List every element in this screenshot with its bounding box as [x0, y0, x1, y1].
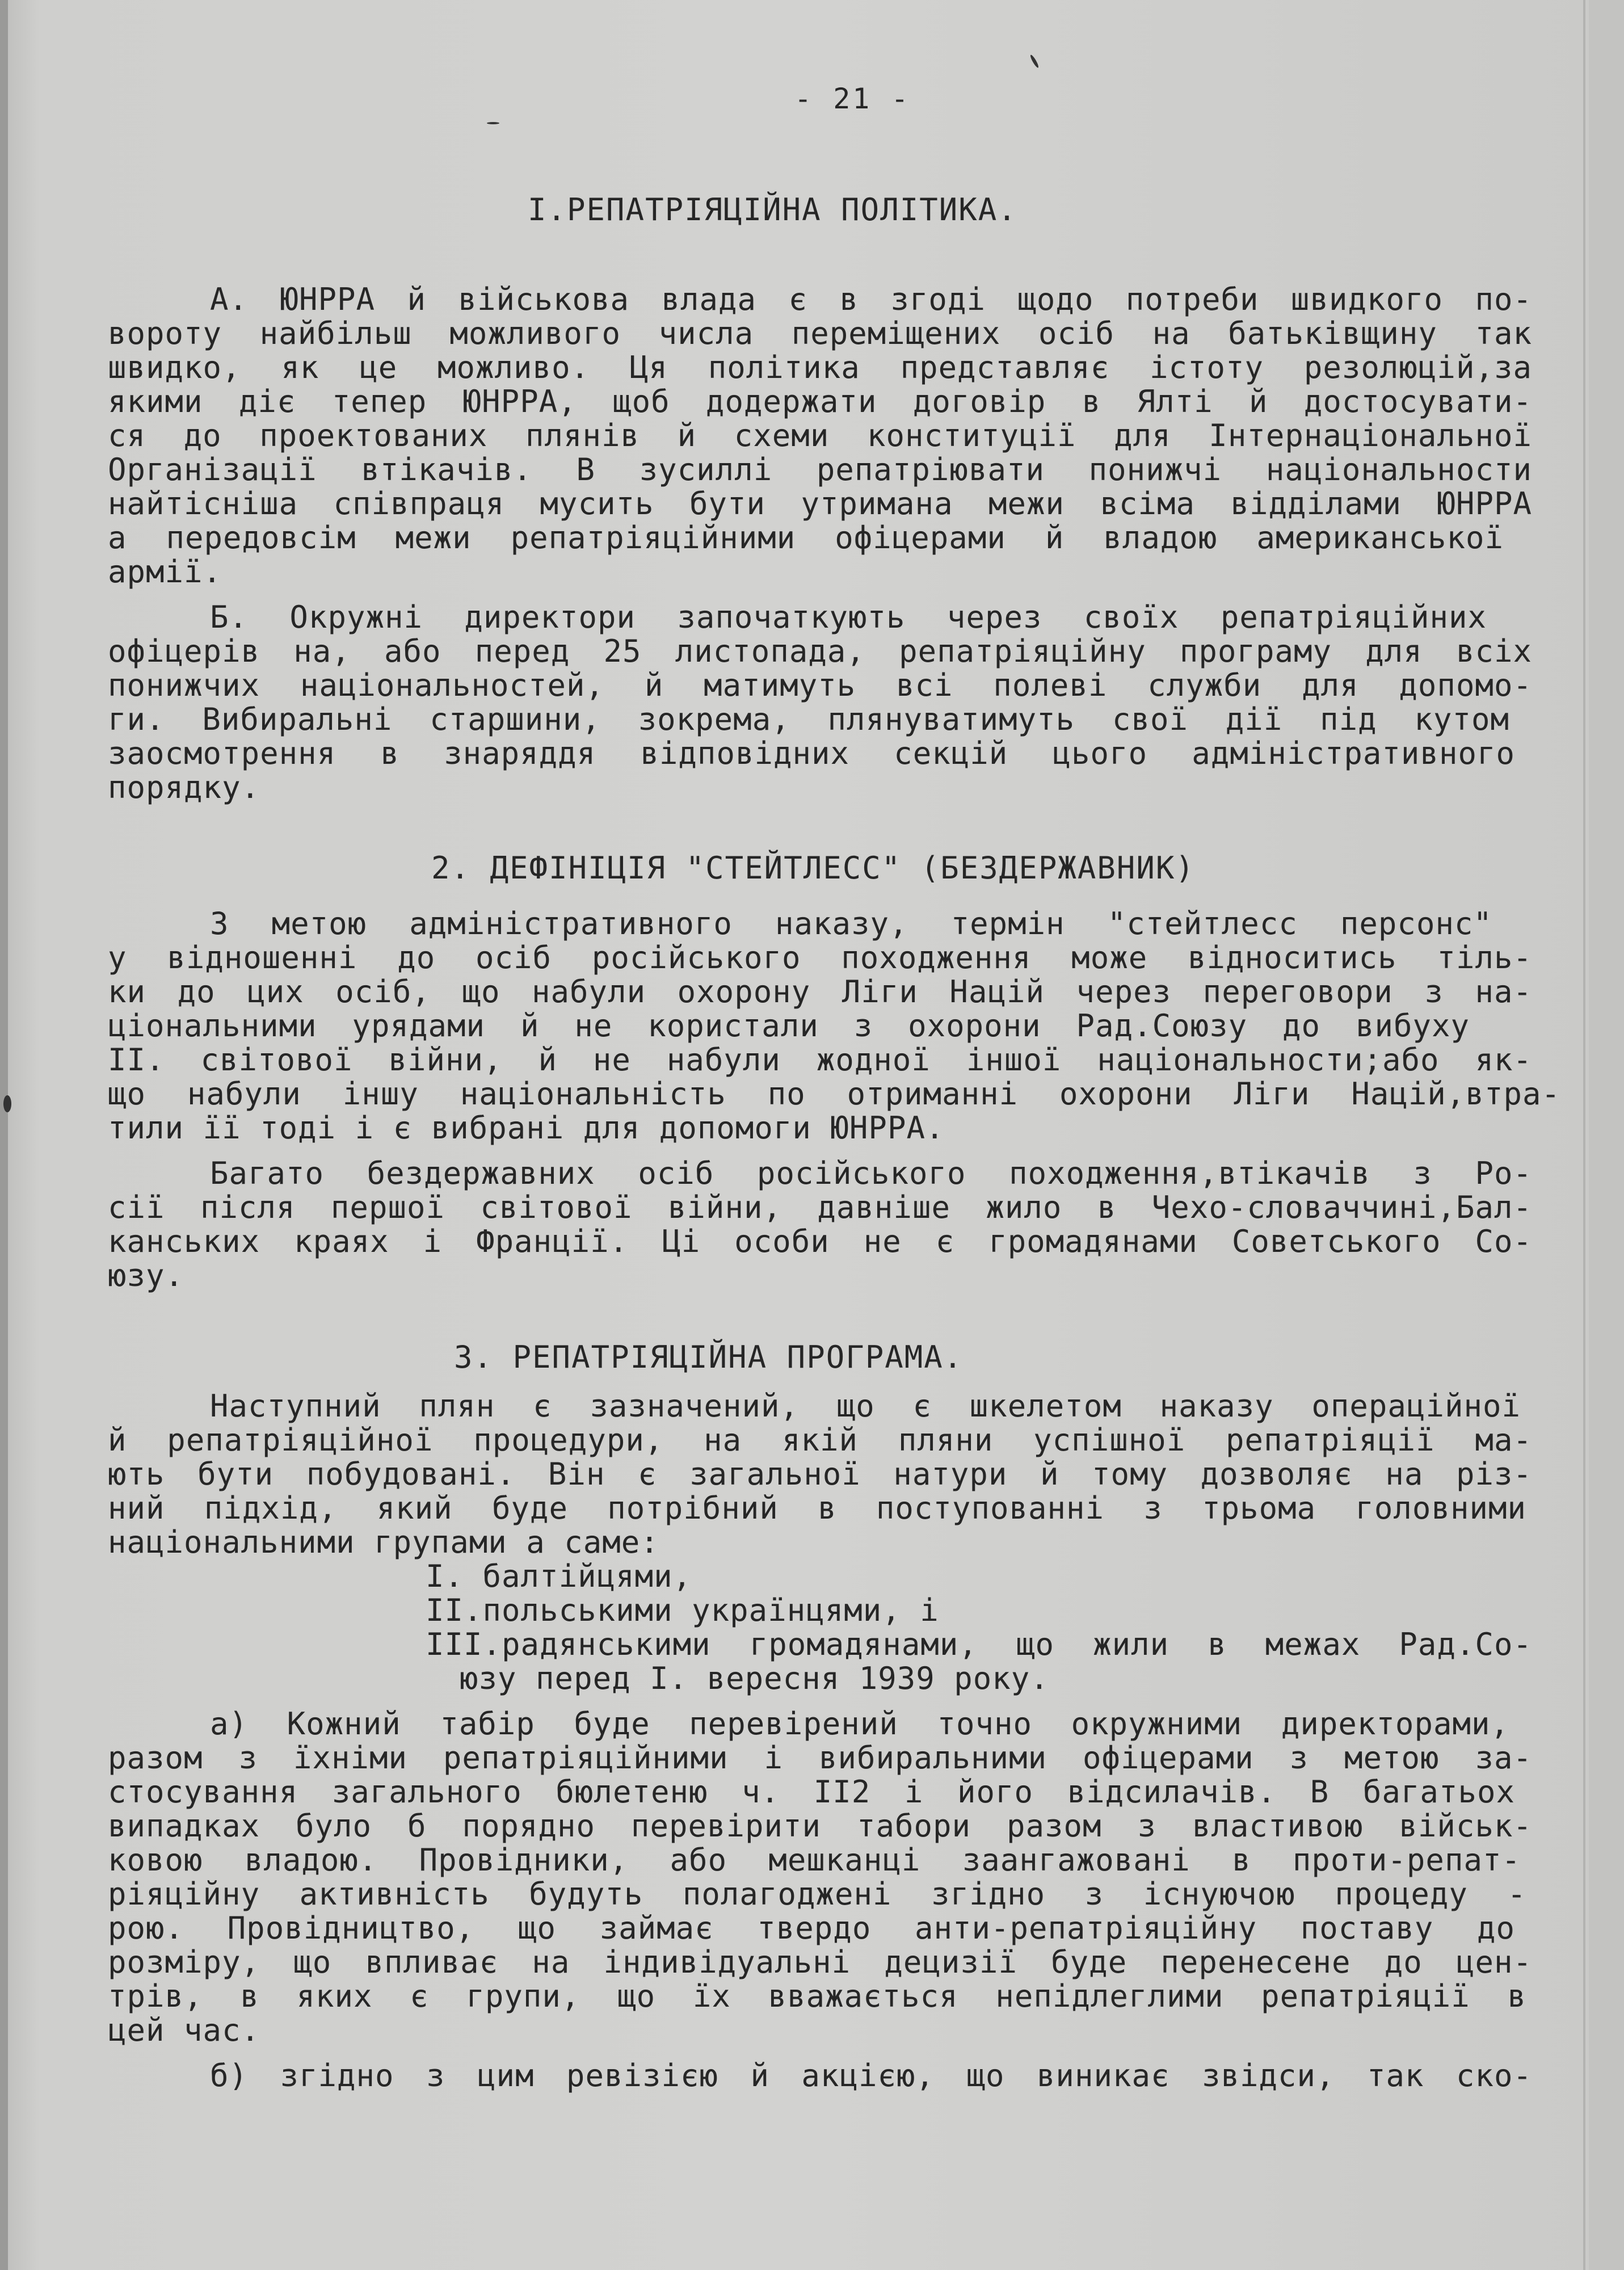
s2-line-1: З метою адміністративного наказу, термін "стейтлесс персонс": [210, 906, 1492, 941]
ink-speck-top: [487, 122, 499, 124]
group-baltic: I. балтійцями,: [426, 1558, 692, 1594]
s1-line-7: найтісніша співпраця мусить бути утримана межи всіма відділами ЮНРРА: [108, 486, 1532, 522]
s1-line-10: Б. Окружні директори започаткують через своїх репатріяційних: [210, 599, 1487, 635]
s2-line-9: сії після першої світової війни, давніше жило в Чехо-словаччині,Бал-: [108, 1189, 1532, 1225]
s1-line-11: офіцерів на, або перед 25 листопада, репатріяційну програму для всіх: [108, 633, 1532, 669]
s1-line-8: а передовсім межи репатріяційними офіцерами й владою американської: [108, 520, 1504, 556]
s1-line-9: армії.: [108, 554, 222, 590]
para-a-line-1: а) Кожний табір буде перевірений точно окружними директорами,: [210, 1706, 1509, 1742]
s2-line-2: у відношенні до осіб російського походження може відноситись тіль-: [108, 940, 1532, 976]
s2-line-6: що набули іншу національність по отриманні охорони Ліги Націй,втра-: [108, 1076, 1560, 1112]
section-3-title: 3. РЕПАТРІЯЦІЙНА ПРОГРАМА.: [454, 1339, 964, 1375]
s2-line-10: канських краях і Франції. Ці особи не є громадянами Советського Со-: [108, 1224, 1532, 1259]
section-1-title: I.РЕПАТРІЯЦІЙНА ПОЛІТИКА.: [528, 192, 1017, 228]
page-number: - 21 -: [794, 82, 911, 115]
punch-hole-mark: [3, 1095, 11, 1112]
s3-line-3: ють бути побудовані. Він є загальної натури й тому дозволяє на різ-: [108, 1456, 1532, 1492]
s3-line-1: Наступний плян є зазначений, що є шкелетом наказу операційної: [210, 1388, 1521, 1424]
para-a-line-4: випадках було б порядно перевірити табори разом з властивою військ-: [108, 1808, 1532, 1844]
para-a-line-9: трів, в яких є групи, що їх вважається непідлеглими репатріяції в: [108, 1978, 1526, 2014]
s1-line-12: понижчих національностей, й матимуть всі полеві служби для допомо-: [108, 667, 1532, 703]
s3-line-2: й репатріяційної процедури, на якій пляни успішної репатріяції ма-: [108, 1422, 1532, 1458]
s2-line-4: ціональними урядами й не користали з охорони Рад.Союзу до вибуху: [108, 1008, 1470, 1044]
section-2-title: 2. ДЕФІНІЦІЯ "СТЕЙТЛЕСС" (БЕЗДЕРЖАВНИК): [431, 850, 1195, 886]
s2-line-11: юзу.: [108, 1258, 184, 1293]
para-a-line-6: ріяційну активність будуть полагоджені згідно з існуючою процеду -: [108, 1876, 1526, 1912]
group-soviet-citizens: III.радянськими громадянами, що жили в межах Рад.Со-: [426, 1626, 1532, 1662]
para-b-line-1: б) згідно з цим ревізією й акцією, що виникає звідси, так ско-: [210, 2058, 1532, 2094]
s1-line-13: ги. Вибиральні старшини, зокрема, плянуватимуть свої дії під кутом: [108, 701, 1509, 737]
s1-line-3: швидко, як це можливо. Ця політика представляє істоту резолюцій,за: [108, 350, 1532, 385]
para-a-line-5: ковою владою. Провідники, або мешканці заангажовані в проти-репат-: [108, 1842, 1521, 1878]
group-soviet-citizens-cont: юзу перед I. вересня 1939 року.: [460, 1661, 1049, 1696]
para-a-line-2: разом з їхніми репатріяційними і вибиральними офіцерами з метою за-: [108, 1740, 1532, 1776]
s1-line-4: якими діє тепер ЮНРРА, щоб додержати договір в Ялті й достосувати-: [108, 384, 1532, 419]
s1-line-1: А. ЮНРРА й військова влада є в згоді щодо потреби швидкого по-: [210, 281, 1532, 317]
para-a-line-7: рою. Провідництво, що займає твердо анти-репатріяційну поставу до: [108, 1910, 1515, 1946]
s2-line-3: ки до цих осіб, що набули охорону Ліги Націй через переговори з на-: [108, 974, 1532, 1010]
s1-line-14: заосмотрення в знаряддя відповідних секцій цього адміністративного: [108, 735, 1515, 771]
page-left-edge: [0, 0, 8, 2270]
s1-line-2: вороту найбільш можливого числа переміщених осіб на батьківщину так: [108, 316, 1532, 351]
s1-line-5: ся до проектованих плянів й схеми конституції для Інтернаціональної: [108, 418, 1532, 453]
adjacent-page-strip: [1589, 0, 1624, 2270]
page-fold-line: [1583, 0, 1585, 2270]
ink-speck: [1029, 54, 1040, 69]
s3-line-4: ний підхід, який буде потрібний в поступованні з трьома головними: [108, 1490, 1526, 1526]
s2-line-5: II. світової війни, й не набули жодної іншої національности;або як-: [108, 1042, 1532, 1078]
para-a-line-3: стосування загального бюлетеню ч. II2 і його відсилачів. В багатьох: [108, 1774, 1515, 1810]
s2-line-7: тили її тоді і є вибрані для допомоги ЮНРРА.: [108, 1110, 945, 1146]
s1-line-6: Організації втікачів. В зусиллі репатріювати понижчі національности: [108, 452, 1532, 487]
para-a-line-10: цей час.: [108, 2012, 260, 2048]
group-polish-ukrainians: II.польськими українцями, і: [426, 1592, 939, 1628]
s2-line-8: Багато бездержавних осіб російського походження,втікачів з Ро-: [210, 1155, 1532, 1191]
para-a-line-8: розміру, що впливає на індивідуальні децизії буде перенесене до цен-: [108, 1944, 1532, 1980]
s3-line-5: національними групами а саме:: [108, 1524, 659, 1560]
s1-line-15: порядку.: [108, 770, 260, 805]
